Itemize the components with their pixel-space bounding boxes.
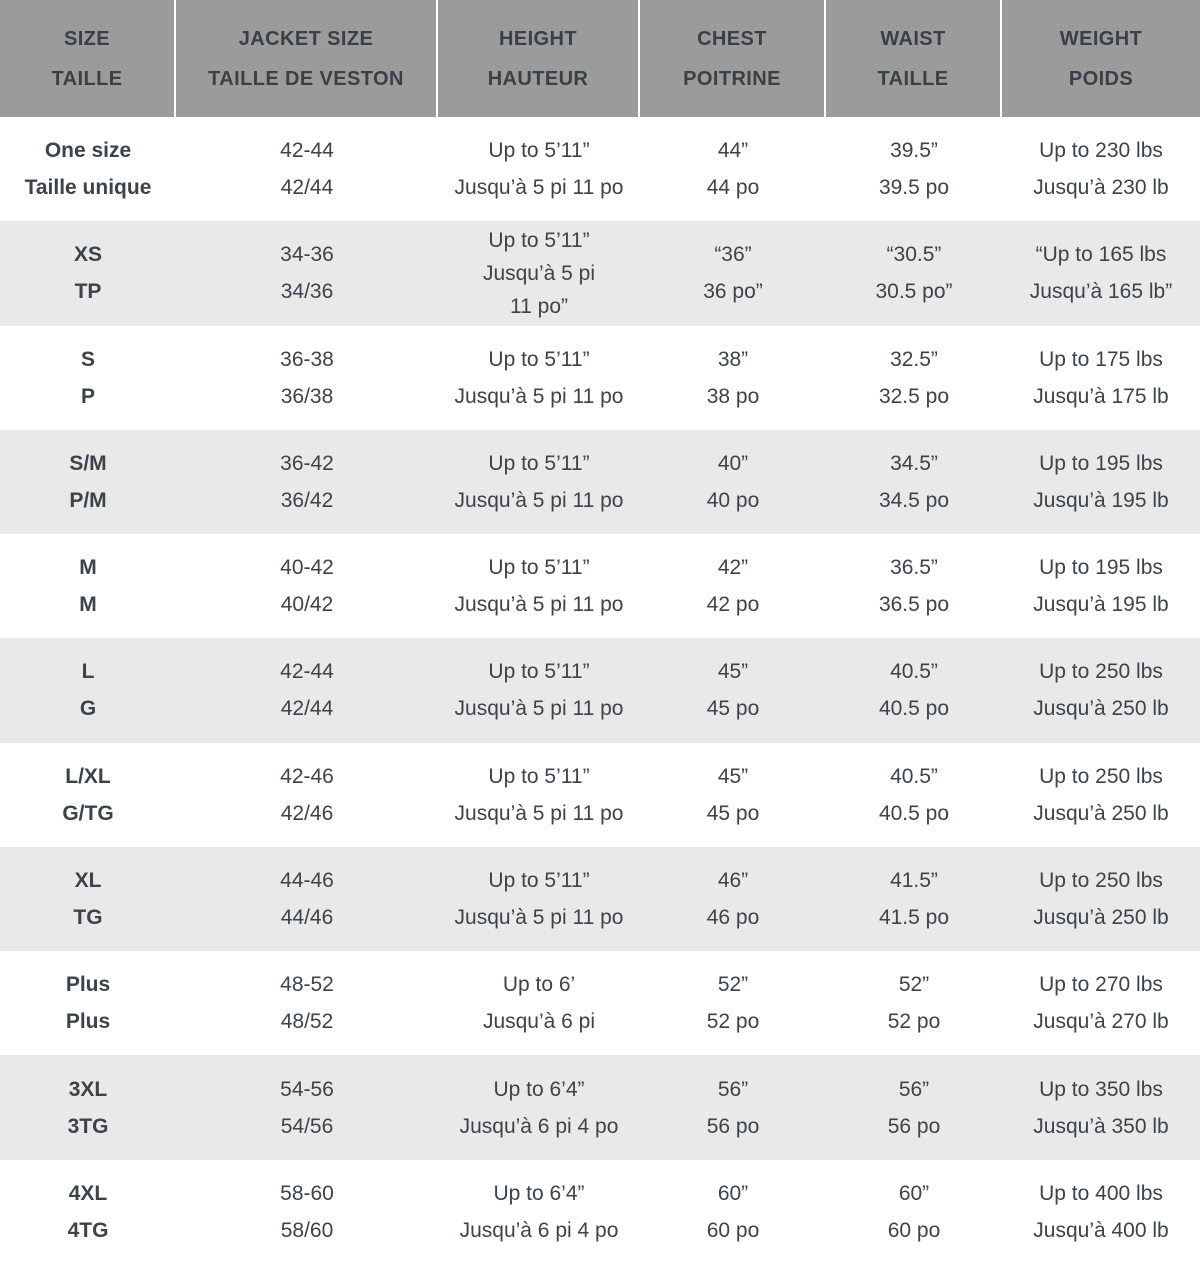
- cell-line-fr: 58/60: [280, 1218, 334, 1242]
- cell-line-fr: Jusqu’à 175 lb: [1033, 384, 1169, 408]
- cell-line-en: “30.5”: [886, 243, 942, 267]
- cell-line-fr: 40 po: [706, 488, 760, 512]
- cell-size: [0, 638, 176, 742]
- cell-line-en: 52”: [717, 973, 749, 997]
- cell-line-en: Up to 175 lbs: [1039, 347, 1163, 371]
- cell-waist: [826, 951, 1002, 1055]
- cell-weight: [1002, 743, 1200, 847]
- cell-line-en: L: [81, 660, 95, 684]
- cell-line-fr: Jusqu’à 5 pi: [482, 261, 596, 285]
- cell-line-en: Up to 6’4”: [493, 1181, 585, 1205]
- cell-line-en: 32.5”: [890, 347, 938, 371]
- cell-line-en: Plus: [65, 973, 111, 997]
- cell-line-fr: Jusqu’à 5 pi 11 po: [454, 801, 624, 825]
- cell-height: [438, 638, 640, 742]
- header-waist-fr: TAILLE: [877, 67, 949, 90]
- cell-line-fr: Jusqu’à 350 lb: [1033, 1114, 1169, 1138]
- cell-jacket-size: [176, 1160, 438, 1264]
- cell-line-fr: 54/56: [280, 1114, 334, 1138]
- cell-line-fr: 36.5 po: [878, 593, 950, 617]
- cell-size: [0, 1055, 176, 1159]
- cell-line-fr: 44/46: [280, 905, 334, 929]
- cell-chest: [640, 951, 826, 1055]
- cell-line-fr: G/TG: [62, 801, 114, 825]
- cell-line-en: 48-52: [280, 973, 334, 997]
- cell-line-fr: Jusqu’à 165 lb”: [1029, 280, 1173, 304]
- cell-line-fr: 39.5 po: [878, 176, 950, 200]
- cell-line-en: 36-42: [280, 451, 334, 475]
- cell-line-fr: G: [79, 697, 97, 721]
- cell-line-fr: 36 po”: [703, 280, 763, 304]
- cell-line-fr: Jusqu’à 270 lb: [1033, 1010, 1169, 1034]
- cell-line-en: Up to 350 lbs: [1039, 1077, 1163, 1101]
- cell-line-fr: 52 po: [887, 1010, 941, 1034]
- cell-line-en: 40-42: [280, 556, 334, 580]
- cell-line-en: 44”: [717, 139, 749, 163]
- header-size-en: SIZE: [63, 27, 111, 50]
- cell-height: [438, 1160, 640, 1264]
- header-size-fr: TAILLE: [51, 67, 123, 90]
- cell-size: [0, 1160, 176, 1264]
- cell-line-en: 54-56: [280, 1077, 334, 1101]
- cell-size: [0, 117, 176, 221]
- cell-height: [438, 847, 640, 951]
- cell-line-fr: 34/36: [280, 280, 334, 304]
- header-chest: [640, 0, 826, 117]
- cell-weight: [1002, 847, 1200, 951]
- cell-line-fr: 42 po: [706, 593, 760, 617]
- cell-line-fr: 3TG: [67, 1114, 109, 1138]
- header-jacket-size-fr: TAILLE DE VESTON: [208, 67, 404, 90]
- cell-jacket-size: [176, 847, 438, 951]
- cell-jacket-size: [176, 117, 438, 221]
- cell-line-fr: 56 po: [887, 1114, 941, 1138]
- cell-jacket-size: [176, 743, 438, 847]
- cell-size: [0, 430, 176, 534]
- cell-chest: [640, 1055, 826, 1159]
- cell-chest: [640, 221, 826, 325]
- cell-line-fr: 34.5 po: [878, 488, 950, 512]
- header-chest-en: CHEST: [697, 27, 767, 50]
- cell-waist: [826, 1160, 1002, 1264]
- cell-chest: [640, 847, 826, 951]
- cell-weight: [1002, 326, 1200, 430]
- cell-jacket-size: [176, 326, 438, 430]
- cell-line-en: 42”: [717, 556, 749, 580]
- cell-line-en: Up to 270 lbs: [1039, 973, 1163, 997]
- cell-line-fr: Jusqu’à 5 pi 11 po: [454, 905, 624, 929]
- cell-line-fr: 44 po: [706, 176, 760, 200]
- cell-line-fr: Jusqu’à 195 lb: [1033, 593, 1169, 617]
- cell-line-en: Up to 230 lbs: [1039, 139, 1163, 163]
- cell-line-fr: 46 po: [706, 905, 760, 929]
- table-row: [0, 117, 1200, 221]
- header-weight-fr: POIDS: [1068, 67, 1134, 90]
- header-height-en: HEIGHT: [499, 27, 577, 50]
- cell-weight: [1002, 117, 1200, 221]
- cell-line-en: “36”: [714, 243, 752, 267]
- table-row: [0, 743, 1200, 847]
- header-chest-fr: POITRINE: [683, 67, 781, 90]
- cell-line-en: 4XL: [68, 1181, 108, 1205]
- cell-line-fr: 45 po: [706, 697, 760, 721]
- cell-line-en: 40”: [717, 451, 749, 475]
- table-row: [0, 951, 1200, 1055]
- cell-line-fr: 52 po: [706, 1010, 760, 1034]
- cell-line-fr: 36/42: [280, 488, 334, 512]
- cell-waist: [826, 221, 1002, 325]
- cell-chest: [640, 430, 826, 534]
- cell-jacket-size: [176, 638, 438, 742]
- cell-line-fr: 42/44: [280, 697, 334, 721]
- cell-line-en: 36.5”: [890, 556, 938, 580]
- cell-line-fr: Jusqu’à 230 lb: [1033, 176, 1169, 200]
- cell-line-fr: 4TG: [67, 1218, 109, 1242]
- cell-line-fr: Jusqu’à 6 pi 4 po: [459, 1218, 619, 1242]
- cell-height: [438, 1055, 640, 1159]
- header-weight: [1002, 0, 1200, 117]
- cell-chest: [640, 534, 826, 638]
- cell-line-en: 40.5”: [890, 660, 938, 684]
- cell-line-en: 46”: [717, 868, 749, 892]
- cell-height: [438, 743, 640, 847]
- cell-line-fr: TP: [74, 280, 102, 304]
- cell-height: [438, 326, 640, 430]
- cell-line-en: 39.5”: [890, 139, 938, 163]
- cell-line-fr: P/M: [69, 488, 107, 512]
- cell-line-en: 60”: [898, 1181, 930, 1205]
- cell-line-en: S: [80, 347, 95, 371]
- table-row: [0, 221, 1200, 325]
- cell-line-en: Up to 400 lbs: [1039, 1181, 1163, 1205]
- cell-line-en: 34.5”: [890, 451, 938, 475]
- cell-line-fr: Jusqu’à 250 lb: [1033, 801, 1169, 825]
- cell-line-fr: Taille unique: [24, 176, 152, 200]
- cell-line-en: S/M: [69, 451, 107, 475]
- cell-waist: [826, 1055, 1002, 1159]
- cell-line-fr: Jusqu’à 5 pi 11 po: [454, 176, 624, 200]
- cell-jacket-size: [176, 1055, 438, 1159]
- table-row: [0, 534, 1200, 638]
- cell-line-en: XL: [74, 868, 102, 892]
- cell-weight: [1002, 951, 1200, 1055]
- cell-line-fr: Jusqu’à 5 pi 11 po: [454, 593, 624, 617]
- table-row: [0, 638, 1200, 742]
- cell-line-en: 42-46: [280, 764, 334, 788]
- cell-waist: [826, 326, 1002, 430]
- cell-line-en: 56”: [898, 1077, 930, 1101]
- header-weight-en: WEIGHT: [1059, 27, 1143, 50]
- table-row: [0, 847, 1200, 951]
- cell-weight: [1002, 1160, 1200, 1264]
- cell-size: [0, 847, 176, 951]
- cell-line-fr: Jusqu’à 5 pi 11 po: [454, 488, 624, 512]
- cell-line-en: Up to 195 lbs: [1039, 556, 1163, 580]
- cell-line-fr: M: [79, 593, 97, 617]
- cell-line-fr: 60 po: [887, 1218, 941, 1242]
- cell-line-en: 42-44: [280, 660, 334, 684]
- cell-weight: [1002, 430, 1200, 534]
- cell-jacket-size: [176, 534, 438, 638]
- cell-line-fr: 40/42: [280, 593, 334, 617]
- cell-line-fr: Jusqu’à 6 pi: [482, 1010, 596, 1034]
- cell-line-fr: 45 po: [706, 801, 760, 825]
- cell-line-en: 45”: [717, 764, 749, 788]
- cell-weight: [1002, 534, 1200, 638]
- cell-line-fr: Jusqu’à 250 lb: [1033, 697, 1169, 721]
- cell-line-en: Up to 5’11”: [488, 556, 590, 580]
- cell-weight: [1002, 1055, 1200, 1159]
- cell-line-en: 38”: [717, 347, 749, 371]
- cell-waist: [826, 117, 1002, 221]
- cell-line-fr: Plus: [65, 1010, 111, 1034]
- cell-line-fr: 60 po: [706, 1218, 760, 1242]
- table-row: [0, 1055, 1200, 1159]
- cell-line-en: 56”: [717, 1077, 749, 1101]
- cell-line-en: Up to 250 lbs: [1039, 660, 1163, 684]
- cell-line-fr: Jusqu’à 400 lb: [1033, 1218, 1169, 1242]
- cell-line-en: 36-38: [280, 347, 334, 371]
- cell-line-en: 42-44: [280, 139, 334, 163]
- table-row: [0, 430, 1200, 534]
- cell-line-fr: Jusqu’à 5 pi 11 po: [454, 384, 624, 408]
- header-height: [438, 0, 640, 117]
- cell-height: [438, 534, 640, 638]
- table-row: [0, 1160, 1200, 1264]
- cell-line-en: Up to 6’4”: [493, 1077, 585, 1101]
- cell-waist: [826, 847, 1002, 951]
- cell-line-en: Up to 250 lbs: [1039, 868, 1163, 892]
- cell-size: [0, 221, 176, 325]
- cell-line-fr: 48/52: [280, 1010, 334, 1034]
- cell-size: [0, 951, 176, 1055]
- cell-weight: [1002, 638, 1200, 742]
- cell-height: [438, 951, 640, 1055]
- cell-weight: [1002, 221, 1200, 325]
- cell-line-en: 3XL: [68, 1077, 108, 1101]
- cell-line-fr: 36/38: [280, 384, 334, 408]
- cell-line-fr: Jusqu’à 250 lb: [1033, 905, 1169, 929]
- cell-line-en: 41.5”: [890, 868, 938, 892]
- header-size: [0, 0, 176, 117]
- cell-waist: [826, 430, 1002, 534]
- header-jacket-size-en: JACKET SIZE: [238, 27, 374, 50]
- cell-height: [438, 117, 640, 221]
- table-body: [0, 117, 1200, 1264]
- cell-line-en: Up to 5’11”: [488, 347, 590, 371]
- cell-size: [0, 534, 176, 638]
- cell-line-fr: Jusqu’à 195 lb: [1033, 488, 1169, 512]
- cell-chest: [640, 1160, 826, 1264]
- cell-chest: [640, 743, 826, 847]
- cell-line-en: L/XL: [65, 764, 111, 788]
- cell-line-en: XS: [73, 243, 102, 267]
- cell-line-fr: Jusqu’à 6 pi 4 po: [459, 1114, 619, 1138]
- cell-line-fr: 56 po: [706, 1114, 760, 1138]
- cell-chest: [640, 117, 826, 221]
- cell-line-en: Up to 5’11”: [488, 451, 590, 475]
- cell-line-extra: 11 po”: [510, 294, 568, 318]
- cell-line-fr: P: [80, 384, 95, 408]
- cell-waist: [826, 743, 1002, 847]
- cell-line-en: Up to 250 lbs: [1039, 764, 1163, 788]
- cell-jacket-size: [176, 430, 438, 534]
- cell-size: [0, 743, 176, 847]
- cell-size: [0, 326, 176, 430]
- header-height-fr: HAUTEUR: [487, 67, 589, 90]
- cell-line-fr: 41.5 po: [878, 905, 950, 929]
- cell-line-en: 40.5”: [890, 764, 938, 788]
- cell-line-fr: 38 po: [706, 384, 760, 408]
- cell-chest: [640, 326, 826, 430]
- cell-line-en: 45”: [717, 660, 749, 684]
- cell-line-en: Up to 5’11”: [488, 764, 590, 788]
- cell-line-fr: 40.5 po: [878, 801, 950, 825]
- cell-line-en: Up to 5’11”: [488, 139, 590, 163]
- cell-waist: [826, 638, 1002, 742]
- cell-chest: [640, 638, 826, 742]
- cell-line-fr: 32.5 po: [878, 384, 950, 408]
- cell-line-en: 58-60: [280, 1181, 334, 1205]
- cell-line-en: 44-46: [280, 868, 334, 892]
- cell-line-fr: 42/46: [280, 801, 334, 825]
- cell-line-fr: 42/44: [280, 176, 334, 200]
- cell-height: [438, 221, 640, 325]
- cell-line-en: Up to 5’11”: [488, 868, 590, 892]
- header-row: [0, 0, 1200, 117]
- cell-line-en: Up to 6’: [502, 973, 576, 997]
- cell-line-en: 60”: [717, 1181, 749, 1205]
- cell-jacket-size: [176, 951, 438, 1055]
- cell-line-en: Up to 195 lbs: [1039, 451, 1163, 475]
- cell-height: [438, 430, 640, 534]
- cell-line-en: One size: [44, 139, 132, 163]
- table-row: [0, 326, 1200, 430]
- cell-jacket-size: [176, 221, 438, 325]
- cell-line-en: M: [79, 556, 97, 580]
- cell-line-en: Up to 5’11”: [488, 660, 590, 684]
- cell-line-fr: Jusqu’à 5 pi 11 po: [454, 697, 624, 721]
- cell-waist: [826, 534, 1002, 638]
- cell-line-en: “Up to 165 lbs: [1035, 243, 1167, 267]
- header-waist-en: WAIST: [880, 27, 946, 50]
- cell-line-en: Up to 5’11”: [488, 228, 590, 252]
- header-waist: [826, 0, 1002, 117]
- cell-line-en: 34-36: [280, 243, 334, 267]
- cell-line-en: 52”: [898, 973, 930, 997]
- cell-line-fr: TG: [73, 905, 103, 929]
- header-jacket-size: [176, 0, 438, 117]
- cell-line-fr: 30.5 po”: [875, 280, 953, 304]
- cell-line-fr: 40.5 po: [878, 697, 950, 721]
